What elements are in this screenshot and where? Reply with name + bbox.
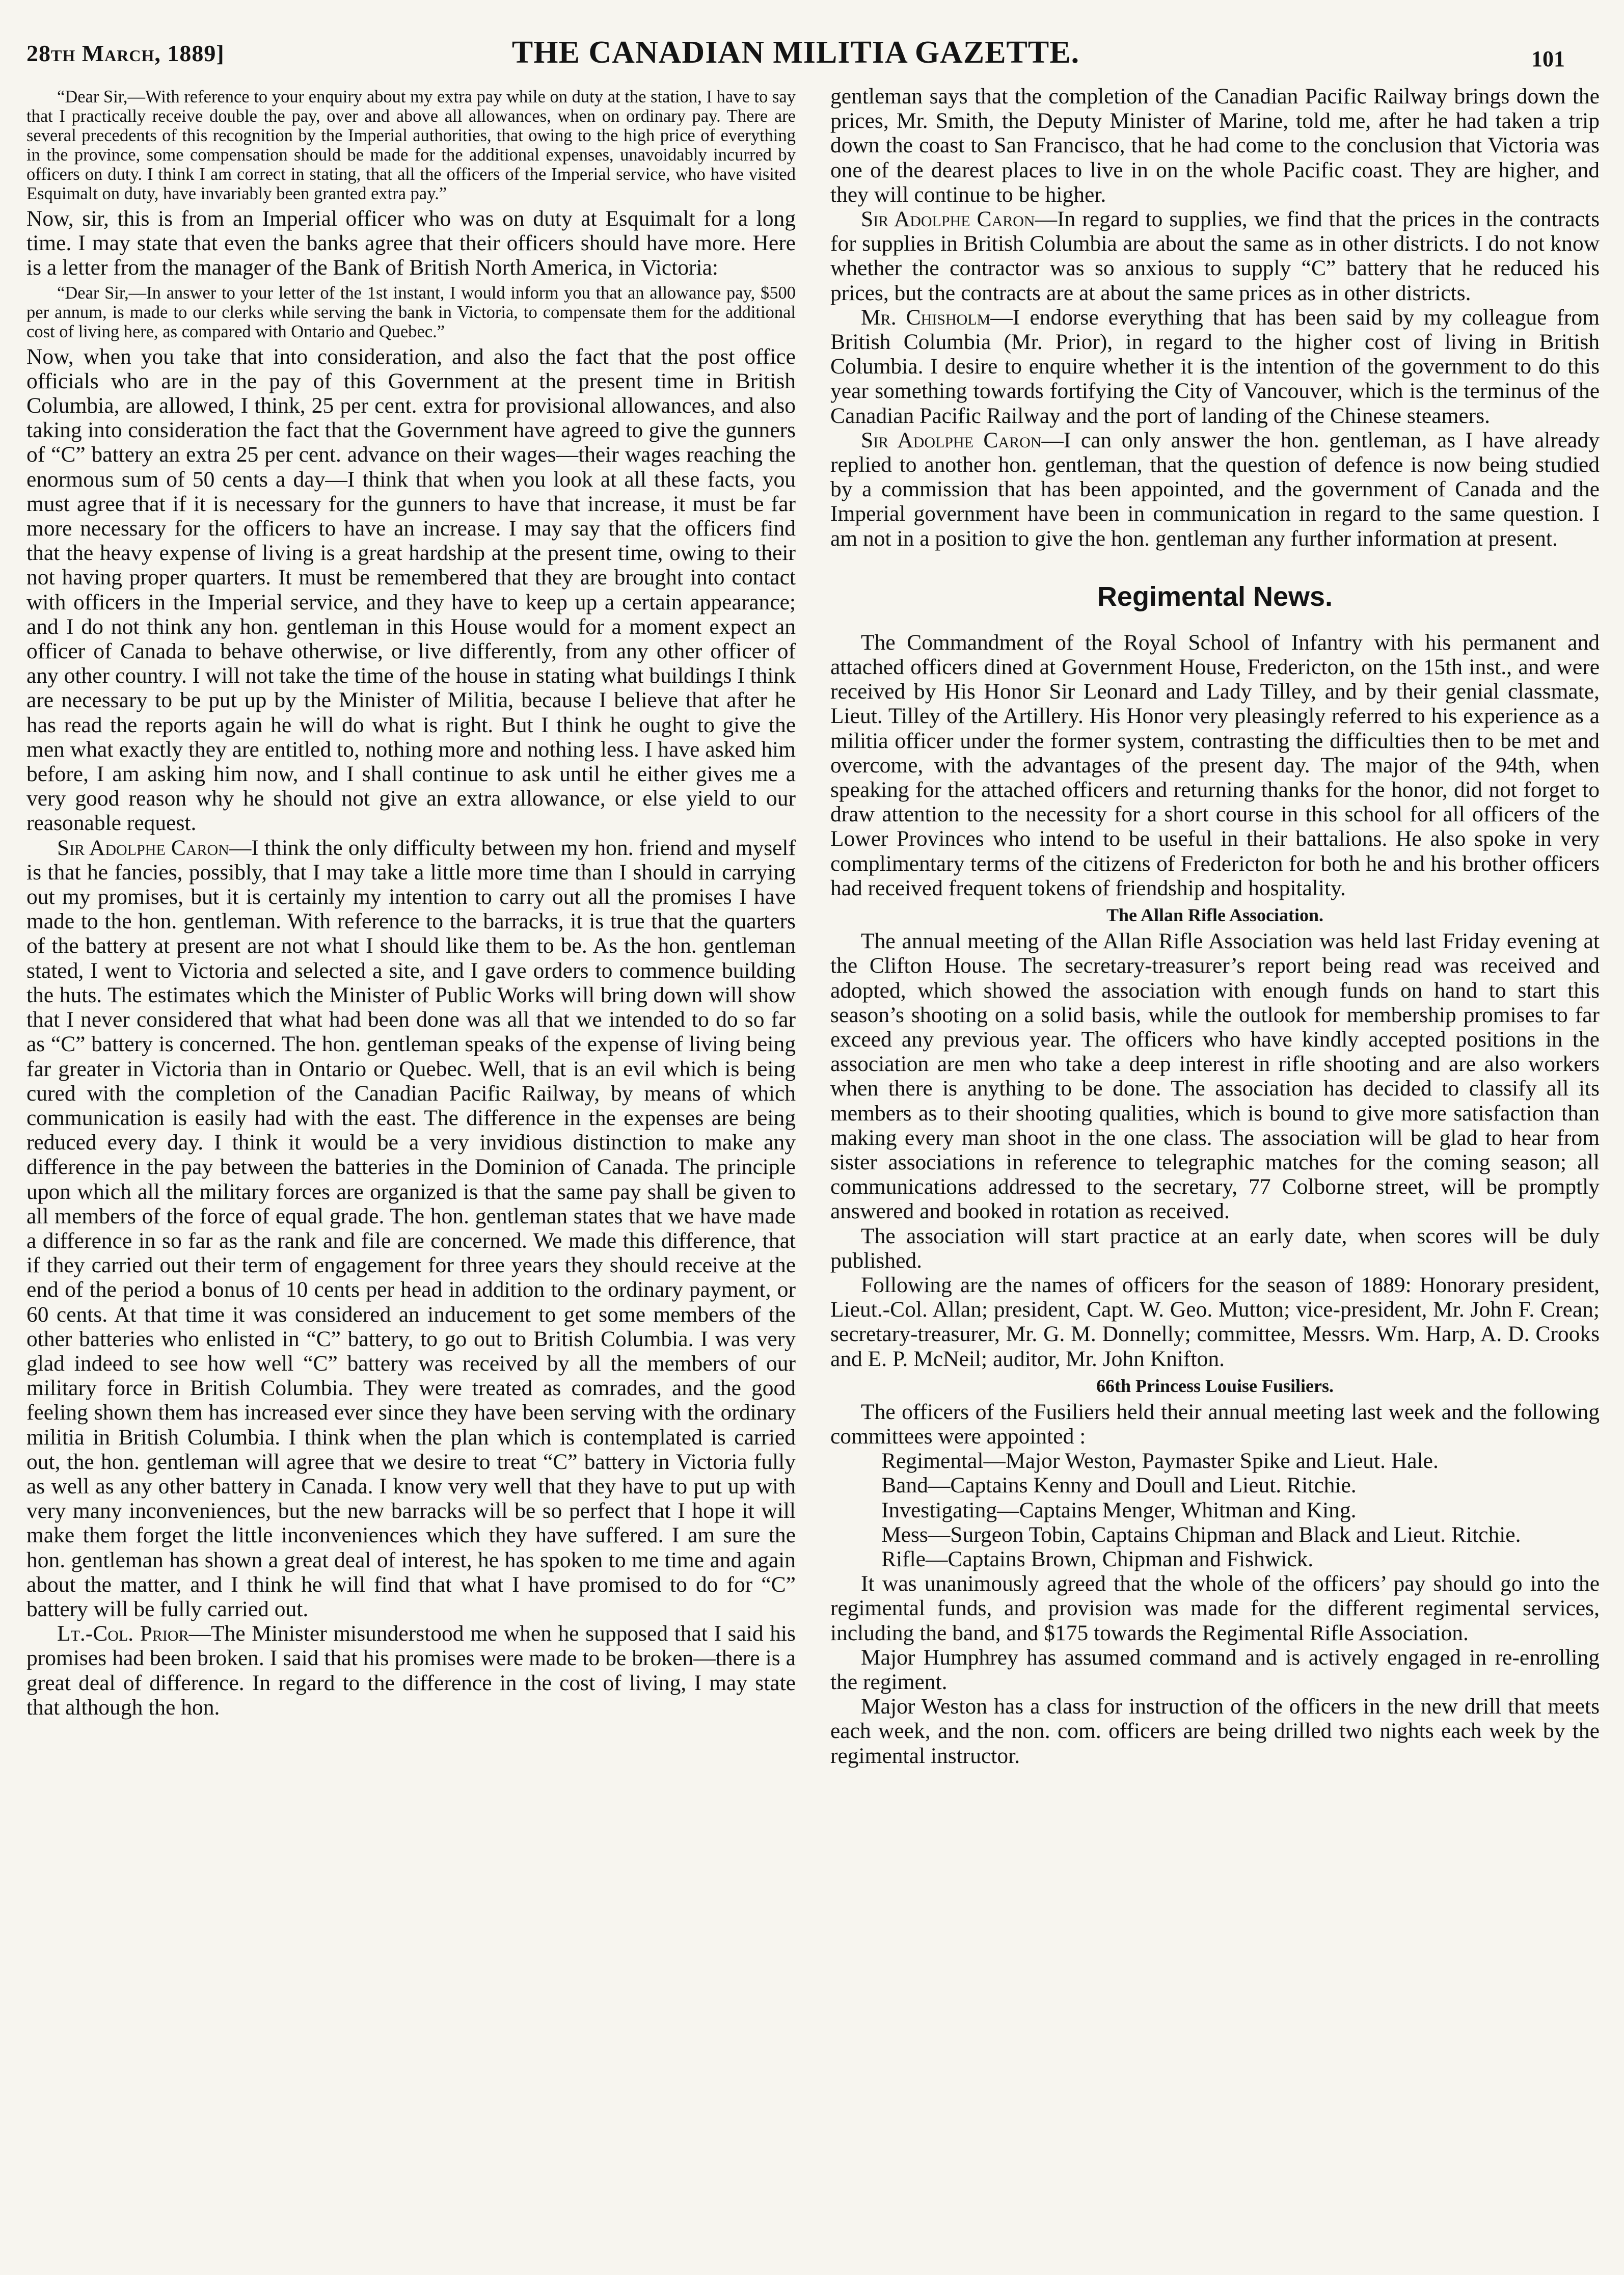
speaker-name: Sir Adolphe Caron	[861, 207, 1035, 232]
left-column	[26, 84, 796, 2255]
speaker-name: Sir Adolphe Caron	[57, 835, 229, 860]
paragraph: Major Weston has a class for instruction of the officers in the new drill that meets each week, and the non. com. officers are being drilled two nights each week by the regimental instructor.	[830, 1694, 1600, 1768]
speech-text: —In regard to supplies, we find that the prices in the contracts for supplies in British Columbia are about the same as in other districts. I do not know whether the contractor was so anxious to supply “C” battery that he reduced his prices, but the contracts are at about the same prices as in other districts.	[830, 207, 1600, 305]
quoted-letter-bank: “Dear Sir,—In answer to your letter of the 1st instant, I would inform you that an allowance pay, $500 per annum, is made to our clerks while serving the bank in Victoria, to compensate them for the additional cost of living here, as compared with Ontario and Quebec.”	[26, 283, 796, 341]
speaker-name: Sir Adolphe Caron	[861, 427, 1042, 452]
paragraph: Now, when you take that into consideration, and also the fact that the post office officials who are in the pay of this Government at the present time in British Columbia, are allowed, I think, 25 per cent. extra for provisional allowances, and also taking into consideration the fact that the Government have agreed to give the gunners of “C” battery an extra 25 per cent. advance on their wages—their wages reaching the enormous sum of 50 cents a day—I think that when you look at all these facts, you must agree that if it is necessary for the gunners to have that increase, it must be far more necessary for the officers to have an increase. I may say that the officers find that the heavy expense of living is a great hardship at the present time, owing to their not having proper quarters. It must be remembered that they are brought into contact with officers in the Imperial service, and they have to keep up a certain appearance; and I do not think any hon. gentleman in this House would for a moment expect an officer of Canada to behave otherwise, or live differently, from any other officer of any other country. I will not take the time of the house in stating what buildings I think are necessary to be put up by the Minister of Militia, because I believe that after he has read the reports again he will do what is right. But I think he ought to give the men what exactly they are entitled to, nothing more and nothing less. I have asked him before, I am asking him now, and I shall continue to ask until he either gives me a very good reason why he should not give an extra allowance, or else yield to our reasonable request.	[26, 344, 796, 836]
paragraph: Now, sir, this is from an Imperial officer who was on duty at Esquimalt for a long time. I may state that even the banks agree that their officers should have more. Here is a letter from the manager of the Bank of British North America, in Victoria:	[26, 206, 796, 280]
committee-item: Regimental—Major Weston, Paymaster Spike and Lieut. Hale.	[881, 1449, 1439, 1474]
subheading: The Allan Rifle Association.	[1106, 905, 1324, 926]
speech-text: —I can only answer the hon. gentleman, as I have already replied to another hon. gentleman, that the question of defence is now being studied by a commission that has been appointed, and the government of Canada and the Imperial government have been in communication in regard to the same question. I am not in a position to give the hon. gentleman any further information at present.	[830, 427, 1600, 551]
speech-paragraph	[26, 836, 796, 1622]
subheading: 66th Princess Louise Fusiliers.	[1096, 1375, 1334, 1396]
speaker-name: Mr. Chisholm	[861, 305, 991, 330]
speech-text: —The Minister misunderstood me when he supposed that I said his promises had been broken. I said that his promises were made to be broken—there is a great deal of difference. In regard to the difference in the cost of living, I may state that although the hon.	[26, 1621, 796, 1720]
committee-item: Mess—Surgeon Tobin, Captains Chipman and Black and Lieut. Ritchie.	[881, 1522, 1521, 1547]
speech-text: —I think the only difficulty between my hon. friend and myself is that he fancies, possibly, that I may take a little more time than I should in carrying out my promises, but it is certainly my intention to carry out all the promises I have made to the hon. gentleman. With reference to the barracks, it is true that the quarters of the battery at present are not what I should like them to be. As the hon. gentleman stated, I went to Victoria and selected a site, and I gave orders to commence building the huts. The estimates which the Minister of Public Works will bring down will show that I never considered that what had been done was all that we intended to do so far as “C” battery is concerned. The hon. gentleman speaks of the expense of living being far greater in Victoria than in Ontario or Quebec. Well, that is an evil which is being cured with the completion of the Canadian Pacific Railway, by means of which communication is easily had with the east. The difference in the expenses are being reduced every day. I think it would be a very invidious distinction to make any difference in the pay between the batteries in the Dominion of Canada. The principle upon which all the military forces are organized is that the same pay shall be given to all members of the force of equal grade. The hon. gentleman states that we have made a difference in so far as the rank and file are concerned. We made this difference, that if they carried out their term of engagement for three years they should receive at the end of the period a bonus of 10 cents per head in addition to the ordinary payment, or 60 cents. At that time it was considered an inducement to get some members of the other batteries who enlisted in “C” battery, to go out to British Columbia. I was very glad indeed to see how well “C” battery was received by all the members of our military force in British Columbia. They were treated as comrades, and the good feeling shown them has increased ever since they have been serving with the ordinary militia in British Columbia. I think when the plan which is contemplated is carried out, the hon. gentleman will agree that we desire to treat “C” battery in Victoria fully as well as any other battery in Canada. I know very well that they have to put up with very many inconveniences, but the new barracks will be so perfect that I hope it will make them forget the little inconveniences which they have suffered. I am sure the hon. gentleman has shown a great deal of interest, he has spoken to me time and again about the matter, and I think he will find that what I have promised to do for “C” battery will be fully carried out.	[26, 835, 796, 1621]
speech-paragraph	[830, 207, 1600, 305]
page-number: 101	[1531, 46, 1565, 71]
speech-paragraph	[830, 428, 1600, 551]
paragraph: The officers of the Fusiliers held their annual meeting last week and the following committees were appointed :	[830, 1399, 1600, 1449]
paragraph: The Commandment of the Royal School of Infantry with his permanent and attached officers dined at Government House, Fredericton, on the 15th inst., and were received by His Honor Sir Leonard and Lady Tilley, and by their genial classmate, Lieut. Tilley of the Artillery. His Honor very pleasingly referred to his experience as a militia officer under the former system, contrasting the difficulties then to be met and overcome, with the advantages of the present day. The major of the 94th, when speaking for the attached officers and returning thanks for the honor, did not forget to draw attention to the necessity for a short course in this school for all officers of the Lower Provinces who intend to be useful in their battalions. He also spoke in very complimentary terms of the citizens of Fredericton for both he and his brother officers had received frequent tokens of friendship and hospitality.	[830, 630, 1600, 900]
paragraph: The association will start practice at an early date, when scores will be duly published.	[830, 1223, 1600, 1273]
right-column	[830, 84, 1600, 2255]
page-header	[26, 31, 1565, 76]
publication-title: THE CANADIAN MILITIA GAZETTE.	[511, 35, 1080, 70]
paragraph: Following are the names of officers for the season of 1889: Honorary president, Lieut.-Col. Allan; president, Capt. W. Geo. Mutton; vice-president, Mr. John F. Crean; secretary-treasurer, Mr. G. M. Donnelly; committee, Messrs. Wm. Harp, A. D. Crooks and E. P. McNeil; auditor, Mr. John Knifton.	[830, 1272, 1600, 1371]
quoted-letter-officer: “Dear Sir,—With reference to your enquiry about my extra pay while on duty at the station, I have to say that I practically receive double the pay, over and above all allowances, when on ordinary pay. There are several precedents of this recognition by the Imperial authorities, that owing to the high price of everything in the province, some compensation should be made for the additional expenses, unavoidably incurred by officers on duty. I think I am correct in stating, that all the officers of the Imperial service, who have visited Esquimalt on duty, have invariably been granted extra pay.”	[26, 87, 796, 203]
paragraph: The annual meeting of the Allan Rifle Association was held last Friday evening at the Clifton House. The secretary-treasurer’s report being read was received and adopted, which showed the association with enough funds on hand to start this season’s shooting on a solid basis, while the outlook for membership promises to far exceed any previous year. The officers who have kindly accepted positions in the association are men who take a deep interest in rifle shooting and are also workers when there is anything to be done. The association has decided to classify all its members as to their shooting qualities, which is bound to give more satisfaction than making every man shoot in the one class. The association will be glad to hear from sister associations in reference to telegraphic matches for the coming season; all communications addressed to the secretary, 77 Colborne street, will be promptly answered and booked in rotation as received.	[830, 929, 1600, 1224]
committee-item: Investigating—Captains Menger, Whitman and King.	[881, 1497, 1357, 1522]
speech-text: —I endorse everything that has been said by my colleague from British Columbia (Mr. Prior), in regard to the higher cost of living in British Columbia. I desire to enquire whether it is the intention of the government to do this year something towards fortifying the City of Vancouver, which is the terminus of the Canadian Pacific Railway and the port of landing of the Chinese steamers.	[830, 305, 1600, 428]
speech-paragraph	[830, 305, 1600, 428]
paragraph: gentleman says that the completion of the Canadian Pacific Railway brings down the prices, Mr. Smith, the Deputy Minister of Marine, told me, after he had taken a trip down the coast to San Francisco, that he had come to the conclusion that Victoria was one of the dearest places to live in on the whole Pacific coast. They are higher, and they will continue to be higher.	[830, 84, 1600, 207]
section-title: Regimental News.	[1097, 581, 1333, 612]
speaker-name: Lt.-Col. Prior	[57, 1621, 189, 1646]
paragraph: Major Humphrey has assumed command and is actively engaged in re-enrolling the regiment.	[830, 1645, 1600, 1694]
speech-paragraph	[26, 1621, 796, 1720]
committee-item: Band—Captains Kenny and Doull and Lieut. Ritchie.	[881, 1473, 1357, 1498]
committee-item: Rifle—Captains Brown, Chipman and Fishwick.	[881, 1546, 1314, 1571]
paragraph: It was unanimously agreed that the whole of the officers’ pay should go into the regimental funds, and provision was made for the different regimental services, including the band, and $175 towards the Regimental Rifle Association.	[830, 1571, 1600, 1645]
issue-date: 28th March, 1889]	[26, 40, 225, 66]
